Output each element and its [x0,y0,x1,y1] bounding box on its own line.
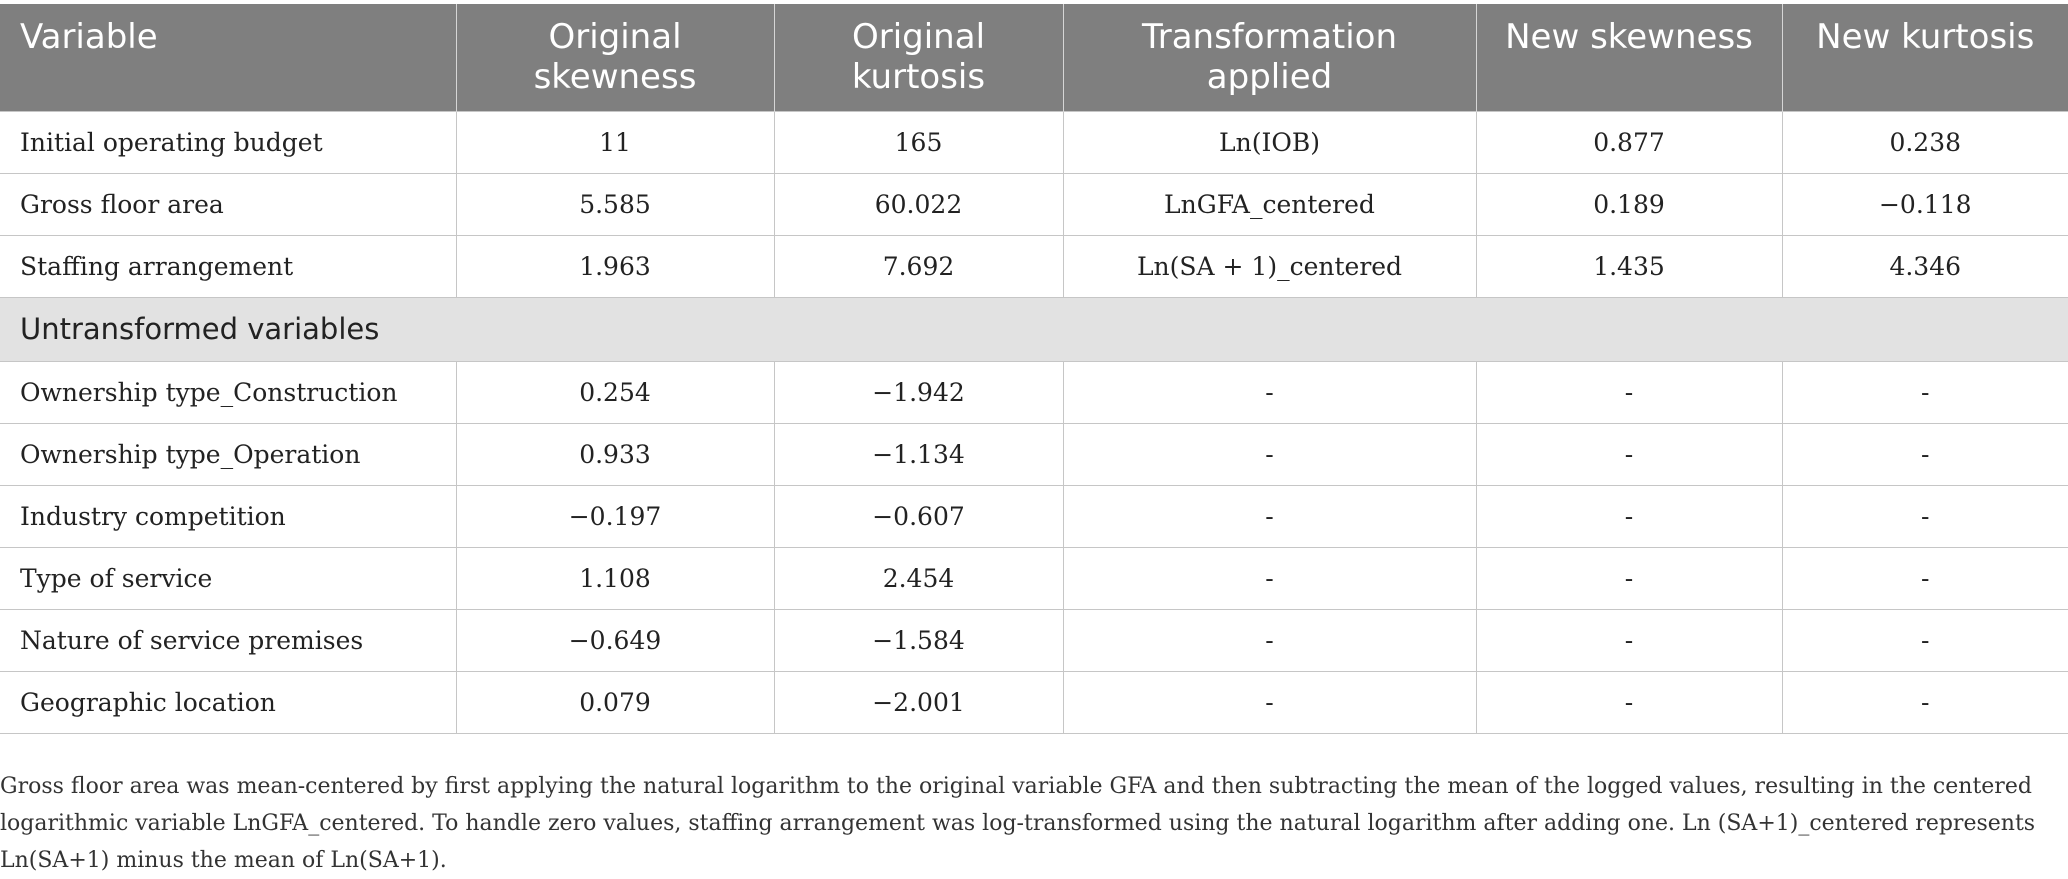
cell-new-skewness: - [1476,485,1782,547]
cell-new-kurtosis: 0.238 [1782,111,2068,173]
table-row [0,173,2068,235]
table-row [0,235,2068,297]
cell-transformation: - [1063,485,1476,547]
cell-original-kurtosis: −1.134 [774,423,1063,485]
cell-original-kurtosis: −0.607 [774,485,1063,547]
table-row [0,547,2068,609]
cell-transformation: - [1063,671,1476,733]
cell-new-kurtosis: - [1782,609,2068,671]
cell-original-kurtosis: −1.584 [774,609,1063,671]
cell-original-skewness: 0.254 [456,361,774,423]
cell-original-skewness: 1.108 [456,547,774,609]
table-header-row [0,4,2068,111]
cell-original-kurtosis: 7.692 [774,235,1063,297]
cell-original-kurtosis: 2.454 [774,547,1063,609]
cell-variable: Gross floor area [0,173,456,235]
cell-variable: Initial operating budget [0,111,456,173]
header-new-kurtosis: New kurtosis [1782,4,2068,111]
cell-transformation: - [1063,609,1476,671]
section-row [0,297,2068,361]
cell-new-skewness: - [1476,671,1782,733]
cell-variable: Ownership type_Construction [0,361,456,423]
cell-variable: Ownership type_Operation [0,423,456,485]
table-row [0,671,2068,733]
data-table-container [0,4,2068,734]
header-original-skewness: Original skewness [456,4,774,111]
cell-variable: Staffing arrangement [0,235,456,297]
table-row [0,485,2068,547]
statistics-table [0,4,2068,734]
cell-new-skewness: 0.189 [1476,173,1782,235]
cell-original-skewness: −0.197 [456,485,774,547]
cell-variable: Type of service [0,547,456,609]
header-original-kurtosis: Original kurtosis [774,4,1063,111]
cell-new-skewness: - [1476,609,1782,671]
cell-new-kurtosis: 4.346 [1782,235,2068,297]
cell-original-skewness: 5.585 [456,173,774,235]
cell-new-skewness: 0.877 [1476,111,1782,173]
cell-new-kurtosis: −0.118 [1782,173,2068,235]
cell-original-kurtosis: −1.942 [774,361,1063,423]
table-row [0,361,2068,423]
header-variable: Variable [0,4,456,111]
cell-original-kurtosis: −2.001 [774,671,1063,733]
table-footnote: Gross floor area was mean-centered by first applying the natural logarithm to the original variable GFA and then subtracting the mean of the logged values, resulting in the centered logarithmic variable LnGFA_centered. To handle zero values, staffing arrangement was log-transformed using the natural logarithm after adding one. Ln (SA+1)_centered represents Ln(SA+1) minus the mean of Ln(SA+1). [0,774,2036,873]
cell-transformation: - [1063,547,1476,609]
cell-variable: Geographic location [0,671,456,733]
cell-variable: Nature of service premises [0,609,456,671]
cell-original-skewness: 0.079 [456,671,774,733]
cell-transformation: - [1063,361,1476,423]
cell-new-skewness: 1.435 [1476,235,1782,297]
cell-new-kurtosis: - [1782,485,2068,547]
table-row [0,609,2068,671]
section-label: Untransformed variables [0,297,2068,361]
cell-original-kurtosis: 165 [774,111,1063,173]
header-transformation-applied: Transformation applied [1063,4,1476,111]
cell-new-skewness: - [1476,423,1782,485]
cell-new-skewness: - [1476,547,1782,609]
table-row [0,423,2068,485]
cell-variable: Industry competition [0,485,456,547]
cell-original-skewness: 0.933 [456,423,774,485]
cell-original-kurtosis: 60.022 [774,173,1063,235]
cell-transformation: Ln(SA + 1)_centered [1063,235,1476,297]
cell-original-skewness: 11 [456,111,774,173]
cell-new-kurtosis: - [1782,547,2068,609]
table-row [0,111,2068,173]
cell-new-skewness: - [1476,361,1782,423]
cell-transformation: Ln(IOB) [1063,111,1476,173]
cell-new-kurtosis: - [1782,361,2068,423]
cell-original-skewness: 1.963 [456,235,774,297]
cell-transformation: - [1063,423,1476,485]
cell-transformation: LnGFA_centered [1063,173,1476,235]
cell-original-skewness: −0.649 [456,609,774,671]
cell-new-kurtosis: - [1782,671,2068,733]
cell-new-kurtosis: - [1782,423,2068,485]
header-new-skewness: New skewness [1476,4,1782,111]
